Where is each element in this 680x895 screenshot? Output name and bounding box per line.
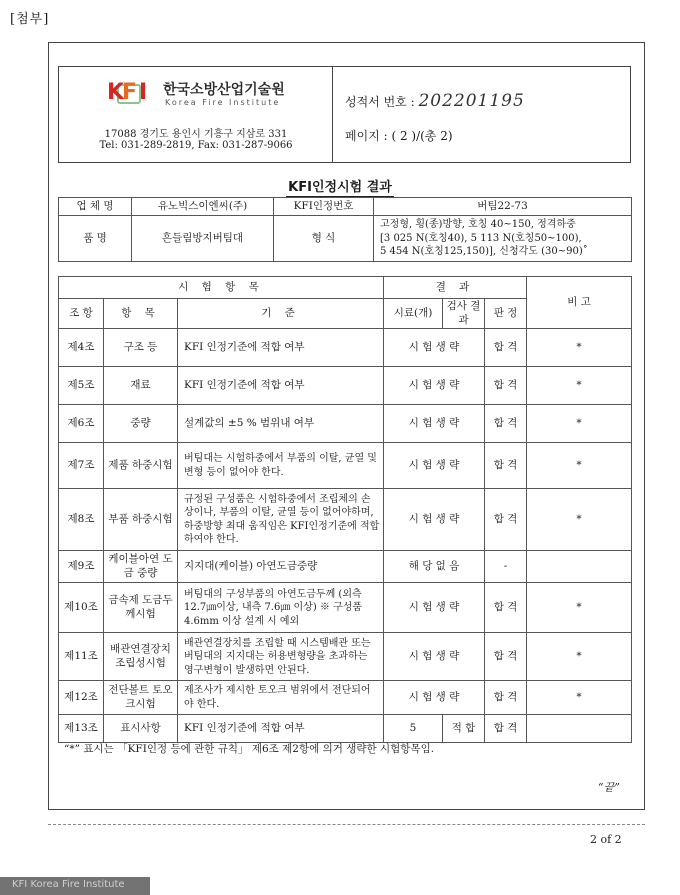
footnote: “*” 표시는 「KFI인정 등에 관한 규칙」 제6조 제2항에 의거 생략한 시험항목임.: [64, 743, 435, 755]
company-row: [59, 198, 632, 216]
table-row: [59, 715, 632, 743]
row-test-result: 적 합: [443, 715, 485, 743]
row-remark: *: [527, 489, 632, 551]
row-samples: 시 험 생 략: [384, 367, 485, 405]
row-article: 제12조: [59, 681, 104, 715]
cert-no-value: 버팀22-73: [374, 198, 632, 216]
company-value: 유노빅스이엔씨(주): [132, 198, 274, 216]
row-judgment: 합 격: [485, 681, 527, 715]
logo-letter-f: F: [122, 80, 138, 105]
row-samples: 시 험 생 략: [384, 633, 485, 681]
row-samples: 시 험 생 략: [384, 405, 485, 443]
institute-block: [59, 67, 333, 162]
page-number: 2 of 2: [590, 833, 622, 846]
row-remark: *: [527, 583, 632, 633]
row-item: 구조 등: [104, 329, 178, 367]
test-results-table: [58, 276, 632, 743]
row-item: 중량: [104, 405, 178, 443]
row-item: 전단볼트 토오크시험: [104, 681, 178, 715]
row-item: 재료: [104, 367, 178, 405]
samples-header: 시료(개): [384, 299, 443, 329]
row-remark: *: [527, 633, 632, 681]
certificate-number-handwritten: 202201195: [418, 91, 525, 111]
kfi-logo-mark: [107, 79, 159, 109]
row-judgment: 합 격: [485, 329, 527, 367]
row-remark: *: [527, 405, 632, 443]
row-remark: *: [527, 329, 632, 367]
row-remark: *: [527, 367, 632, 405]
remarks-header: 비 고: [527, 277, 632, 329]
row-samples: 해 당 없 음: [384, 551, 485, 583]
test-items-header: 시 험 항 목: [59, 277, 384, 299]
row-article: 제4조: [59, 329, 104, 367]
row-criteria: 지지대(케이블) 아연도금중량: [178, 551, 384, 583]
table-row: [59, 367, 632, 405]
product-label: 품 명: [59, 216, 132, 262]
table-row: [59, 551, 632, 583]
row-item: 부품 하중시험: [104, 489, 178, 551]
results-header-row: [59, 277, 632, 299]
test-result-header: 검사 결과: [443, 299, 485, 329]
row-article: 제11조: [59, 633, 104, 681]
cert-no-label: KFI인정번호: [274, 198, 374, 216]
table-row: [59, 489, 632, 551]
row-article: 제9조: [59, 551, 104, 583]
product-row: [59, 216, 632, 262]
row-criteria: 버팀대는 시험하중에서 부품의 이탈, 균열 및 변형 등이 없어야 한다.: [178, 443, 384, 489]
row-criteria: KFI 인정기준에 적합 여부: [178, 367, 384, 405]
product-value: 흔들림방지버팀대: [132, 216, 274, 262]
logo-letter-i: I: [139, 80, 148, 105]
page-divider: [48, 824, 645, 825]
row-remark: [527, 551, 632, 583]
row-samples: 시 험 생 략: [384, 681, 485, 715]
institute-name-ko: 한국소방산업기술원: [163, 82, 285, 98]
institute-contact: Tel: 031-289-2819, Fax: 031-287-9066: [99, 140, 293, 151]
row-item: 금속제 도금두께시험: [104, 583, 178, 633]
row-criteria: KFI 인정기준에 적합 여부: [178, 329, 384, 367]
row-judgment: 합 격: [485, 489, 527, 551]
row-criteria: 버팀대의 구성부품의 아연도금두께 (외측 12.7㎛이상, 내측 7.6㎛ 이상) ※ 구성품 4.6mm 이상 설계 시 예외: [178, 583, 384, 633]
page-indicator: 페이지 : ( 2 )/(총 2): [345, 129, 453, 143]
end-mark: “끝”: [598, 781, 620, 794]
table-row: [59, 583, 632, 633]
type-spec-line: 고정형, 횡(종)방향, 호칭 40~150, 정격하중: [380, 219, 576, 231]
row-criteria: 규정된 구성품은 시험하중에서 조립체의 손상이나, 부품의 이탈, 균열 등이 없어야하며, 하중방향 최대 움직임은 KFI인정기준에 적합하여야 한다.: [178, 489, 384, 551]
report-title-text: KFI인정시험 결과: [288, 180, 392, 195]
kfi-logo: [107, 79, 307, 113]
item-header: 항 목: [104, 299, 178, 329]
row-remark: *: [527, 681, 632, 715]
row-article: 제7조: [59, 443, 104, 489]
watermark: KFI Korea Fire Institute: [12, 879, 125, 890]
row-item: 케이블아연 도금 중량: [104, 551, 178, 583]
table-row: [59, 681, 632, 715]
row-judgment: 합 격: [485, 367, 527, 405]
row-judgment: -: [485, 551, 527, 583]
row-remark: [527, 715, 632, 743]
report-header: [58, 66, 631, 163]
row-criteria: 배관연결장치를 조립할 때 시스템배관 또는 버팀대의 지지대는 허용변형량을 초과하는 영구변형이 발생하면 안된다.: [178, 633, 384, 681]
row-samples: 시 험 생 략: [384, 489, 485, 551]
row-criteria: KFI 인정기준에 적합 여부: [178, 715, 384, 743]
certificate-number-row: [345, 91, 525, 111]
type-label: 형 식: [274, 216, 374, 262]
row-article: 제6조: [59, 405, 104, 443]
row-samples: 시 험 생 략: [384, 583, 485, 633]
logo-letter-k: K: [107, 80, 125, 105]
result-header: 결 과: [384, 277, 527, 299]
row-criteria: 제조사가 제시한 토오크 범위에서 전단되어야 한다.: [178, 681, 384, 715]
row-item: 제품 하중시험: [104, 443, 178, 489]
institute-name-en: Korea Fire Institute: [165, 98, 281, 107]
row-samples: 시 험 생 략: [384, 443, 485, 489]
row-remark: *: [527, 443, 632, 489]
row-criteria: 설계값의 ±5 % 범위내 여부: [178, 405, 384, 443]
article-header: 조 항: [59, 299, 104, 329]
row-judgment: 합 격: [485, 405, 527, 443]
row-article: 제10조: [59, 583, 104, 633]
attachment-label: [첨부]: [10, 12, 50, 27]
table-row: [59, 443, 632, 489]
row-article: 제8조: [59, 489, 104, 551]
row-item: 표시사항: [104, 715, 178, 743]
table-row: [59, 405, 632, 443]
type-spec: [374, 216, 632, 262]
row-judgment: 합 격: [485, 583, 527, 633]
row-judgment: 합 격: [485, 443, 527, 489]
row-judgment: 합 격: [485, 633, 527, 681]
report-title: [0, 176, 680, 195]
row-samples: 시 험 생 략: [384, 329, 485, 367]
type-spec-line: 5 454 N(호칭125,150)], 신청각도 (30~90)˚: [380, 246, 588, 258]
certificate-number-label: 성적서 번호 :: [345, 95, 415, 109]
company-label: 업 체 명: [59, 198, 132, 216]
criteria-header: 기 준: [178, 299, 384, 329]
row-item: 배관연결장치 조립성시험: [104, 633, 178, 681]
table-row: [59, 633, 632, 681]
row-samples: 5: [384, 715, 443, 743]
row-judgment: 합 격: [485, 715, 527, 743]
type-spec-line: [3 025 N(호칭40), 5 113 N(호칭50~100),: [380, 232, 582, 244]
product-info-table: [58, 197, 632, 262]
row-article: 제13조: [59, 715, 104, 743]
table-row: [59, 329, 632, 367]
institute-address: 17088 경기도 용인시 기흥구 지삼로 331: [104, 129, 288, 140]
row-article: 제5조: [59, 367, 104, 405]
judgment-header: 판 정: [485, 299, 527, 329]
